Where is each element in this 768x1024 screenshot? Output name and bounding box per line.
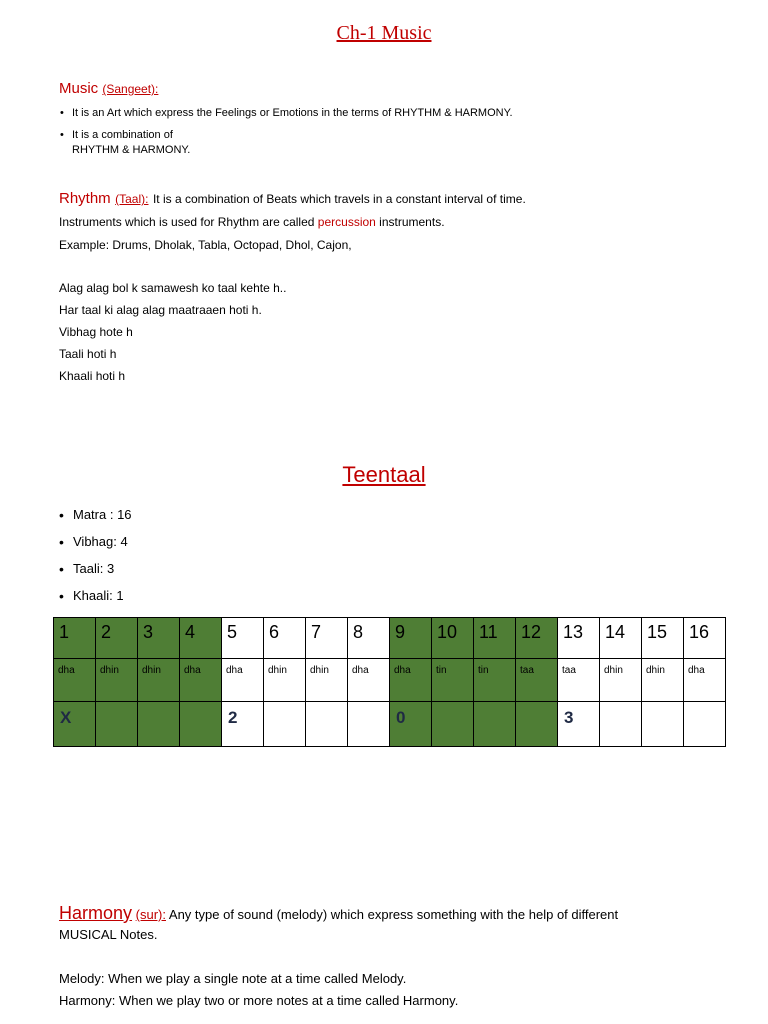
matra-number-cell: 10 — [432, 618, 474, 659]
rhythm-line — [59, 190, 526, 208]
music-heading — [59, 80, 158, 97]
mark-cell — [96, 702, 138, 747]
rhythm-note-5: Khaali hoti h — [59, 369, 126, 383]
mark-cell — [180, 702, 222, 747]
harmony-definition: Any type of sound (melody) which express something with the help of different — [168, 907, 619, 922]
bol-row — [54, 659, 726, 702]
mark-cell: 0 — [390, 702, 432, 747]
harmony-explain-line: Harmony: When we play two or more notes at a time called Harmony. — [59, 993, 459, 1008]
page-title: Ch-1 Music — [336, 22, 432, 44]
teentaal-table — [53, 617, 726, 747]
matra-number-cell: 4 — [180, 618, 222, 659]
teentaal-fact-matra: • Matra : 16 — [73, 507, 132, 523]
mark-cell — [348, 702, 390, 747]
bol-cell: dha — [684, 659, 726, 702]
mark-cell — [684, 702, 726, 747]
bol-cell: dhin — [138, 659, 180, 702]
teentaal-fact-vibhag: • Vibhag: 4 — [73, 534, 128, 550]
matra-number-cell: 3 — [138, 618, 180, 659]
matra-number-cell: 8 — [348, 618, 390, 659]
matra-number-cell: 2 — [96, 618, 138, 659]
mark-cell — [138, 702, 180, 747]
harmony-heading: Harmony — [59, 903, 133, 923]
mark-cell: 2 — [222, 702, 264, 747]
rhythm-sub: (Taal): — [115, 192, 149, 206]
teentaal-fact-taali: • Taali: 3 — [73, 561, 114, 577]
instruments-pre: Instruments which is used for Rhythm are called — [59, 215, 315, 229]
mark-cell — [264, 702, 306, 747]
bol-cell: dhin — [264, 659, 306, 702]
matra-number-cell: 5 — [222, 618, 264, 659]
bol-cell: tin — [474, 659, 516, 702]
rhythm-note-1: Alag alag bol k samawesh ko taal kehte h.. — [59, 281, 287, 295]
matra-number-cell: 1 — [54, 618, 96, 659]
mark-cell: 3 — [558, 702, 600, 747]
matra-number-cell: 14 — [600, 618, 642, 659]
matra-number-cell: 16 — [684, 618, 726, 659]
music-heading-sub: (Sangeet): — [102, 82, 159, 96]
harmony-definition-cont: MUSICAL Notes. — [59, 927, 158, 942]
bol-cell: taa — [558, 659, 600, 702]
instruments-post: instruments. — [379, 215, 445, 229]
bol-cell: dhin — [642, 659, 684, 702]
bol-cell: dha — [54, 659, 96, 702]
harmony-line — [59, 903, 719, 923]
rhythm-note-4: Taali hoti h — [59, 347, 117, 361]
bol-cell: dha — [348, 659, 390, 702]
bol-cell: dhin — [600, 659, 642, 702]
rhythm-example: Example: Drums, Dholak, Tabla, Octopad, Dhol, Cajon, — [59, 238, 352, 252]
mark-cell — [306, 702, 348, 747]
matra-number-cell: 12 — [516, 618, 558, 659]
mark-row — [54, 702, 726, 747]
teentaal-fact-khaali: • Khaali: 1 — [73, 588, 124, 604]
bol-cell: dhin — [96, 659, 138, 702]
music-bullet-1: • It is an Art which express the Feelings or Emotions in the terms of RHYTHM & HARMONY. — [72, 106, 513, 120]
matra-number-cell: 9 — [390, 618, 432, 659]
instruments-highlight: percussion — [317, 215, 376, 229]
rhythm-note-3: Vibhag hote h — [59, 325, 133, 339]
bol-cell: dha — [180, 659, 222, 702]
rhythm-definition: It is a combination of Beats which travels in a constant interval of time. — [152, 192, 526, 206]
melody-line: Melody: When we play a single note at a time called Melody. — [59, 971, 407, 986]
bol-cell: taa — [516, 659, 558, 702]
mark-cell: X — [54, 702, 96, 747]
matra-number-cell: 6 — [264, 618, 306, 659]
matra-number-row — [54, 618, 726, 659]
teentaal-heading: Teentaal — [342, 462, 426, 487]
mark-cell — [516, 702, 558, 747]
matra-number-cell: 7 — [306, 618, 348, 659]
rhythm-instruments — [59, 215, 445, 230]
music-bullet-2: • It is a combination of — [72, 128, 173, 142]
matra-number-cell: 13 — [558, 618, 600, 659]
mark-cell — [432, 702, 474, 747]
rhythm-note-2: Har taal ki alag alag maatraaen hoti h. — [59, 303, 262, 317]
rhythm-heading: Rhythm — [59, 190, 111, 207]
music-bullet-2-cont: RHYTHM & HARMONY. — [72, 144, 191, 156]
mark-cell — [642, 702, 684, 747]
bol-cell: dhin — [306, 659, 348, 702]
mark-cell — [600, 702, 642, 747]
matra-number-cell: 15 — [642, 618, 684, 659]
matra-number-cell: 11 — [474, 618, 516, 659]
bol-cell: tin — [432, 659, 474, 702]
bol-cell: dha — [390, 659, 432, 702]
mark-cell — [474, 702, 516, 747]
harmony-sub: (sur): — [135, 907, 166, 922]
bol-cell: dha — [222, 659, 264, 702]
music-heading-text: Music — [59, 80, 99, 97]
